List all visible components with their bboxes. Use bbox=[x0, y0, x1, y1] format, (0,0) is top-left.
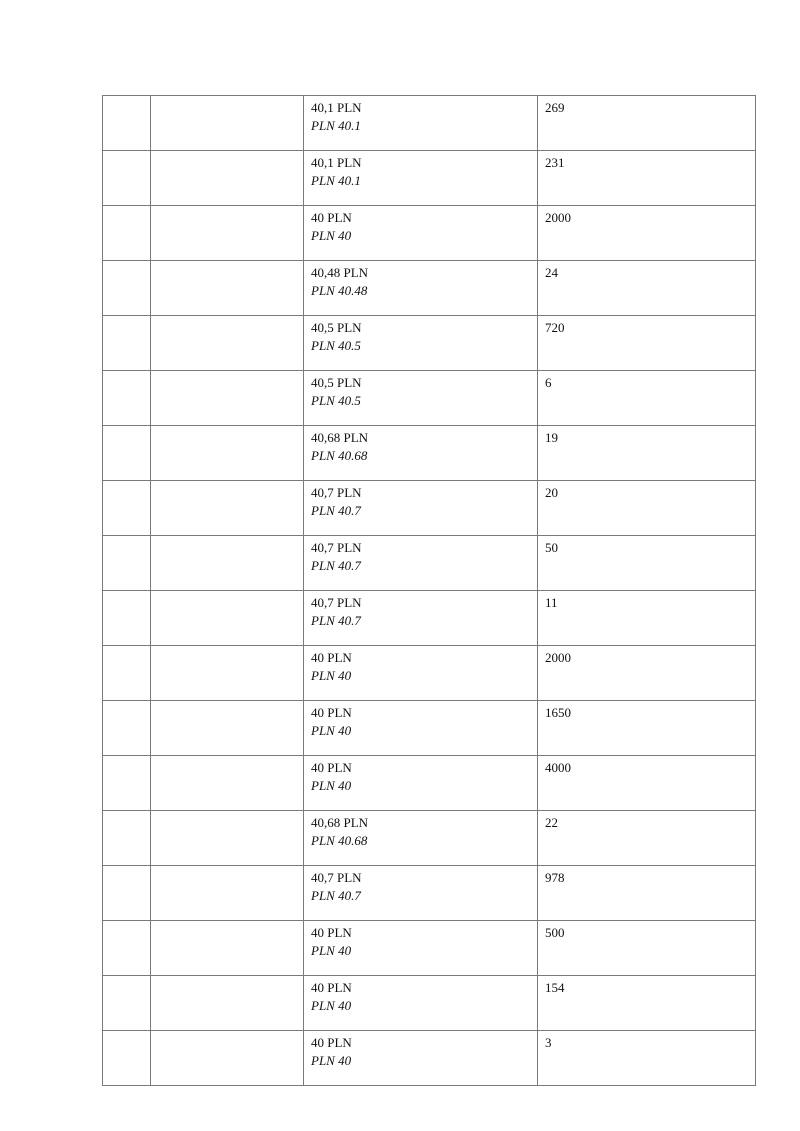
quantity-cell: 1650 bbox=[538, 701, 756, 756]
empty-cell-col1 bbox=[103, 206, 151, 261]
price-polish: 40,1 PLN bbox=[311, 155, 362, 170]
table-row bbox=[103, 371, 756, 426]
empty-cell-col2 bbox=[151, 591, 304, 646]
empty-cell-col1 bbox=[103, 481, 151, 536]
table-row bbox=[103, 1031, 756, 1086]
price-polish: 40 PLN bbox=[311, 760, 352, 775]
price-cell bbox=[304, 811, 538, 866]
price-polish: 40 PLN bbox=[311, 210, 352, 225]
empty-cell-col2 bbox=[151, 371, 304, 426]
price-cell bbox=[304, 976, 538, 1031]
empty-cell-col1 bbox=[103, 151, 151, 206]
table-row bbox=[103, 426, 756, 481]
price-english: PLN 40 bbox=[311, 943, 352, 958]
table-row bbox=[103, 536, 756, 591]
price-english: PLN 40.48 bbox=[311, 283, 368, 298]
price-english: PLN 40.7 bbox=[311, 558, 361, 573]
table-row bbox=[103, 151, 756, 206]
price-cell bbox=[304, 316, 538, 371]
empty-cell-col2 bbox=[151, 646, 304, 701]
price-cell bbox=[304, 96, 538, 151]
empty-cell-col2 bbox=[151, 316, 304, 371]
quantity-cell: 22 bbox=[538, 811, 756, 866]
empty-cell-col2 bbox=[151, 976, 304, 1031]
price-cell bbox=[304, 756, 538, 811]
empty-cell-col2 bbox=[151, 151, 304, 206]
price-polish: 40,5 PLN bbox=[311, 320, 362, 335]
table-row bbox=[103, 921, 756, 976]
price-polish: 40,1 PLN bbox=[311, 100, 362, 115]
price-english: PLN 40.7 bbox=[311, 613, 361, 628]
price-cell bbox=[304, 1031, 538, 1086]
transactions-table-container bbox=[102, 95, 756, 1086]
table-row bbox=[103, 976, 756, 1031]
price-cell bbox=[304, 151, 538, 206]
table-row bbox=[103, 756, 756, 811]
price-english: PLN 40.7 bbox=[311, 888, 361, 903]
price-polish: 40,5 PLN bbox=[311, 375, 362, 390]
price-english: PLN 40 bbox=[311, 778, 352, 793]
price-english: PLN 40.68 bbox=[311, 833, 368, 848]
price-cell bbox=[304, 536, 538, 591]
empty-cell-col1 bbox=[103, 261, 151, 316]
empty-cell-col1 bbox=[103, 371, 151, 426]
quantity-cell: 19 bbox=[538, 426, 756, 481]
empty-cell-col1 bbox=[103, 811, 151, 866]
price-polish: 40,7 PLN bbox=[311, 870, 362, 885]
price-english: PLN 40 bbox=[311, 998, 352, 1013]
quantity-cell: 24 bbox=[538, 261, 756, 316]
price-polish: 40 PLN bbox=[311, 925, 352, 940]
price-polish: 40,68 PLN bbox=[311, 815, 369, 830]
table-row bbox=[103, 811, 756, 866]
quantity-cell: 2000 bbox=[538, 206, 756, 261]
price-cell bbox=[304, 371, 538, 426]
empty-cell-col2 bbox=[151, 206, 304, 261]
price-polish: 40 PLN bbox=[311, 705, 352, 720]
empty-cell-col2 bbox=[151, 426, 304, 481]
price-english: PLN 40.7 bbox=[311, 503, 361, 518]
empty-cell-col2 bbox=[151, 536, 304, 591]
empty-cell-col2 bbox=[151, 866, 304, 921]
empty-cell-col2 bbox=[151, 481, 304, 536]
table-row bbox=[103, 866, 756, 921]
table-row bbox=[103, 96, 756, 151]
empty-cell-col1 bbox=[103, 426, 151, 481]
price-polish: 40,48 PLN bbox=[311, 265, 369, 280]
empty-cell-col1 bbox=[103, 591, 151, 646]
price-polish: 40,7 PLN bbox=[311, 540, 362, 555]
empty-cell-col1 bbox=[103, 976, 151, 1031]
quantity-cell: 4000 bbox=[538, 756, 756, 811]
empty-cell-col1 bbox=[103, 1031, 151, 1086]
price-polish: 40,7 PLN bbox=[311, 595, 362, 610]
empty-cell-col1 bbox=[103, 646, 151, 701]
price-cell bbox=[304, 206, 538, 261]
empty-cell-col1 bbox=[103, 96, 151, 151]
table-row bbox=[103, 261, 756, 316]
quantity-cell: 231 bbox=[538, 151, 756, 206]
price-polish: 40,7 PLN bbox=[311, 485, 362, 500]
price-cell bbox=[304, 921, 538, 976]
empty-cell-col1 bbox=[103, 316, 151, 371]
quantity-cell: 154 bbox=[538, 976, 756, 1031]
price-english: PLN 40.68 bbox=[311, 448, 368, 463]
table-row bbox=[103, 701, 756, 756]
quantity-cell: 11 bbox=[538, 591, 756, 646]
quantity-cell: 269 bbox=[538, 96, 756, 151]
price-cell bbox=[304, 701, 538, 756]
price-polish: 40,68 PLN bbox=[311, 430, 369, 445]
empty-cell-col2 bbox=[151, 261, 304, 316]
quantity-cell: 500 bbox=[538, 921, 756, 976]
table-row bbox=[103, 646, 756, 701]
transactions-table bbox=[102, 95, 756, 1086]
quantity-cell: 978 bbox=[538, 866, 756, 921]
price-cell bbox=[304, 426, 538, 481]
price-cell bbox=[304, 646, 538, 701]
empty-cell-col1 bbox=[103, 756, 151, 811]
empty-cell-col1 bbox=[103, 701, 151, 756]
price-cell bbox=[304, 481, 538, 536]
price-english: PLN 40.5 bbox=[311, 393, 361, 408]
empty-cell-col2 bbox=[151, 756, 304, 811]
quantity-cell: 3 bbox=[538, 1031, 756, 1086]
price-cell bbox=[304, 866, 538, 921]
price-english: PLN 40 bbox=[311, 723, 352, 738]
empty-cell-col2 bbox=[151, 921, 304, 976]
price-english: PLN 40 bbox=[311, 668, 352, 683]
table-row bbox=[103, 591, 756, 646]
price-polish: 40 PLN bbox=[311, 980, 352, 995]
quantity-cell: 6 bbox=[538, 371, 756, 426]
price-english: PLN 40.5 bbox=[311, 338, 361, 353]
empty-cell-col1 bbox=[103, 866, 151, 921]
quantity-cell: 50 bbox=[538, 536, 756, 591]
empty-cell-col2 bbox=[151, 96, 304, 151]
price-cell bbox=[304, 591, 538, 646]
price-english: PLN 40 bbox=[311, 228, 352, 243]
table-row bbox=[103, 481, 756, 536]
price-polish: 40 PLN bbox=[311, 1035, 352, 1050]
price-english: PLN 40 bbox=[311, 1053, 352, 1068]
table-row bbox=[103, 316, 756, 371]
transactions-table-body bbox=[103, 96, 756, 1086]
empty-cell-col1 bbox=[103, 536, 151, 591]
empty-cell-col2 bbox=[151, 1031, 304, 1086]
quantity-cell: 20 bbox=[538, 481, 756, 536]
price-english: PLN 40.1 bbox=[311, 173, 361, 188]
empty-cell-col1 bbox=[103, 921, 151, 976]
quantity-cell: 720 bbox=[538, 316, 756, 371]
empty-cell-col2 bbox=[151, 701, 304, 756]
price-english: PLN 40.1 bbox=[311, 118, 361, 133]
empty-cell-col2 bbox=[151, 811, 304, 866]
quantity-cell: 2000 bbox=[538, 646, 756, 701]
price-polish: 40 PLN bbox=[311, 650, 352, 665]
price-cell bbox=[304, 261, 538, 316]
table-row bbox=[103, 206, 756, 261]
